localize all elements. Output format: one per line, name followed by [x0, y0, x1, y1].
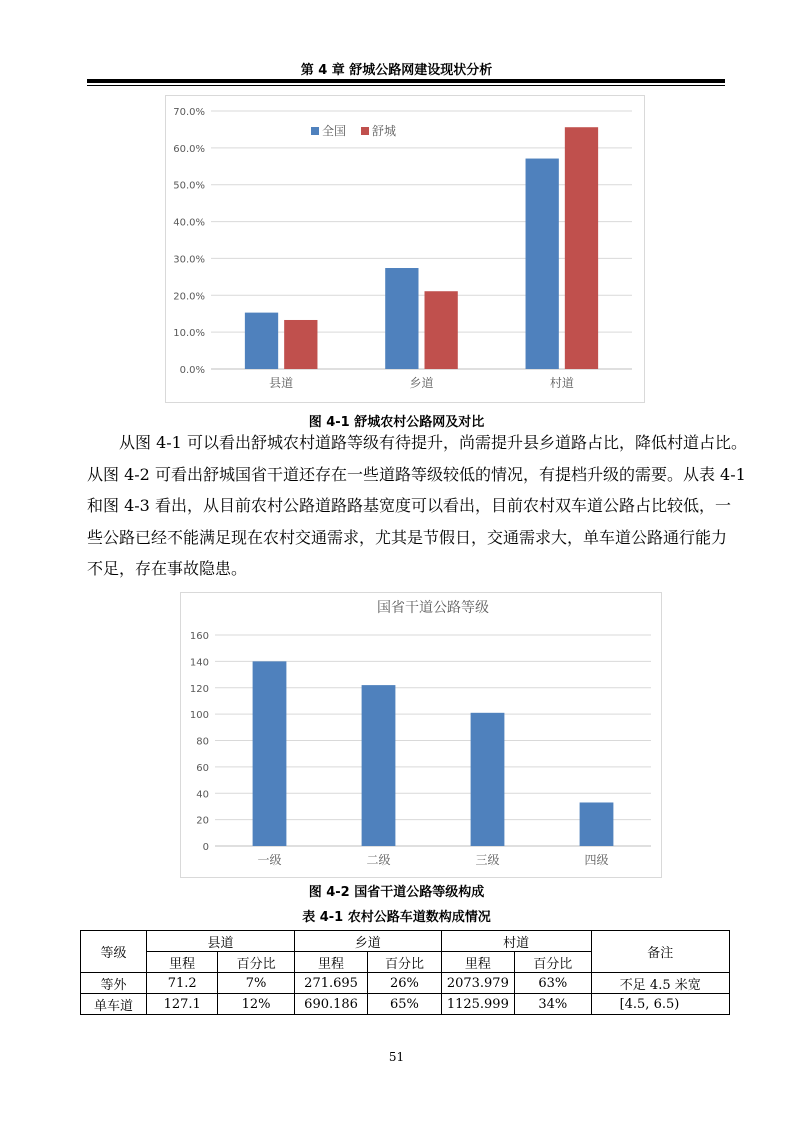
table-cell: 不足 4.5 米宽: [591, 973, 729, 994]
header-rule-thin: [87, 85, 725, 86]
y-tick-label: 20: [196, 815, 209, 827]
y-tick-label: 100: [189, 710, 209, 722]
bar-舒城-县道: [284, 320, 317, 369]
header-rule-thick: [87, 79, 725, 83]
table-cell: 71.2: [147, 973, 218, 994]
sub-header: 百分比: [218, 952, 295, 973]
y-tick-label: 140: [189, 657, 209, 669]
paragraph-line: 和图 4-3 看出，从目前农村公路道路路基宽度可以看出，目前农村双车道公路占比较低，一: [87, 496, 731, 515]
y-tick-label: 40.0%: [173, 217, 205, 229]
group-header: 村道: [441, 931, 591, 952]
legend-label: 全国: [322, 124, 347, 138]
table-cell: [4.5, 6.5): [591, 994, 729, 1015]
paragraph-line: 些公路已经不能满足现在农村交通需求，尤其是节假日，交通需求大，单车道公路通行能力: [87, 527, 728, 547]
group-header: 县道: [147, 931, 295, 952]
table-cell: 7%: [218, 973, 295, 994]
y-tick-label: 40: [196, 789, 209, 801]
bar-series-二级: [362, 685, 396, 846]
table-cell: 单车道: [81, 994, 147, 1015]
table-row: [81, 973, 730, 994]
x-category-label: 县道: [269, 376, 294, 390]
y-tick-label: 20.0%: [173, 291, 205, 303]
sub-header: 百分比: [368, 952, 441, 973]
table-row: [81, 994, 730, 1015]
chart-rural-road-comparison-svg: [166, 96, 644, 402]
y-tick-label: 70.0%: [173, 107, 205, 118]
y-tick-label: 60: [196, 762, 209, 774]
y-tick-label: 30.0%: [173, 254, 205, 266]
bar-舒城-乡道: [425, 291, 458, 369]
paragraph-line: 不足，存在事故隐患。: [87, 559, 248, 578]
table-cell: 690.186: [294, 994, 367, 1015]
bar-全国-乡道: [385, 268, 418, 369]
table-cell: 127.1: [147, 994, 218, 1015]
y-tick-label: 60.0%: [173, 143, 205, 155]
lane-composition-table: [80, 930, 730, 1015]
y-tick-label: 80: [196, 736, 209, 748]
paragraph-line: 从图 4-1 可以看出舒城农村道路等级有待提升，尚需提升县乡道路占比，降低村道占比。: [119, 433, 747, 452]
table-cell: 26%: [368, 973, 441, 994]
table-cell: 271.695: [294, 973, 367, 994]
table-4-1-caption: 表 4-1 农村公路车道数构成情况: [302, 910, 491, 925]
chart-rural-road-comparison: [165, 95, 645, 403]
bar-series-三级: [471, 713, 505, 846]
table-cell: 12%: [218, 994, 295, 1015]
bar-全国-村道: [526, 159, 559, 369]
table-cell: 34%: [515, 994, 592, 1015]
y-tick-label: 10.0%: [173, 328, 205, 340]
table-cell: 2073.979: [441, 973, 514, 994]
bar-series-一级: [253, 661, 287, 846]
page-header-title: 第 4 章 舒城公路网建设现状分析: [300, 63, 493, 78]
legend-label: 舒城: [372, 124, 397, 138]
sub-header: 里程: [147, 952, 218, 973]
y-tick-label: 120: [189, 683, 209, 695]
x-category-label: 村道: [549, 376, 574, 390]
legend-swatch-舒城: [361, 127, 369, 135]
grade-header: 等级: [81, 931, 147, 973]
body-paragraph: [87, 427, 747, 585]
table-header-row: [81, 931, 730, 952]
x-category-label: 乡道: [409, 376, 434, 390]
chart-trunk-road-grade-svg: [181, 593, 661, 877]
x-category-label: 一级: [257, 853, 282, 867]
chart-title: 国省干道公路等级: [377, 600, 489, 616]
table-cell: 63%: [515, 973, 592, 994]
table-cell: 65%: [368, 994, 441, 1015]
y-tick-label: 0: [202, 842, 209, 853]
legend-swatch-全国: [311, 127, 319, 135]
x-category-label: 三级: [475, 853, 500, 867]
bar-舒城-村道: [565, 127, 598, 369]
sub-header: 百分比: [515, 952, 592, 973]
figure-4-1-caption: 图 4-1 舒城农村公路网及对比: [308, 415, 485, 430]
bar-全国-县道: [245, 313, 278, 369]
figure-4-2-caption: 图 4-2 国省干道公路等级构成: [308, 885, 485, 900]
sub-header: 里程: [294, 952, 367, 973]
table-cell: 1125.999: [441, 994, 514, 1015]
x-category-label: 四级: [584, 853, 609, 867]
table-cell: 等外: [81, 973, 147, 994]
chart-trunk-road-grade: [180, 592, 662, 878]
y-tick-label: 50.0%: [173, 180, 205, 192]
remark-header: 备注: [591, 931, 729, 973]
page-number: 51: [388, 1050, 405, 1064]
x-category-label: 二级: [366, 853, 391, 867]
bar-series-四级: [580, 802, 614, 846]
group-header: 乡道: [294, 931, 441, 952]
y-tick-label: 160: [189, 631, 209, 642]
y-tick-label: 0.0%: [179, 365, 205, 376]
paragraph-line: 从图 4-2 可看出舒城国省干道还存在一些道路等级较低的情况，有提档升级的需要。从表 4-1: [87, 464, 746, 484]
sub-header: 里程: [441, 952, 514, 973]
